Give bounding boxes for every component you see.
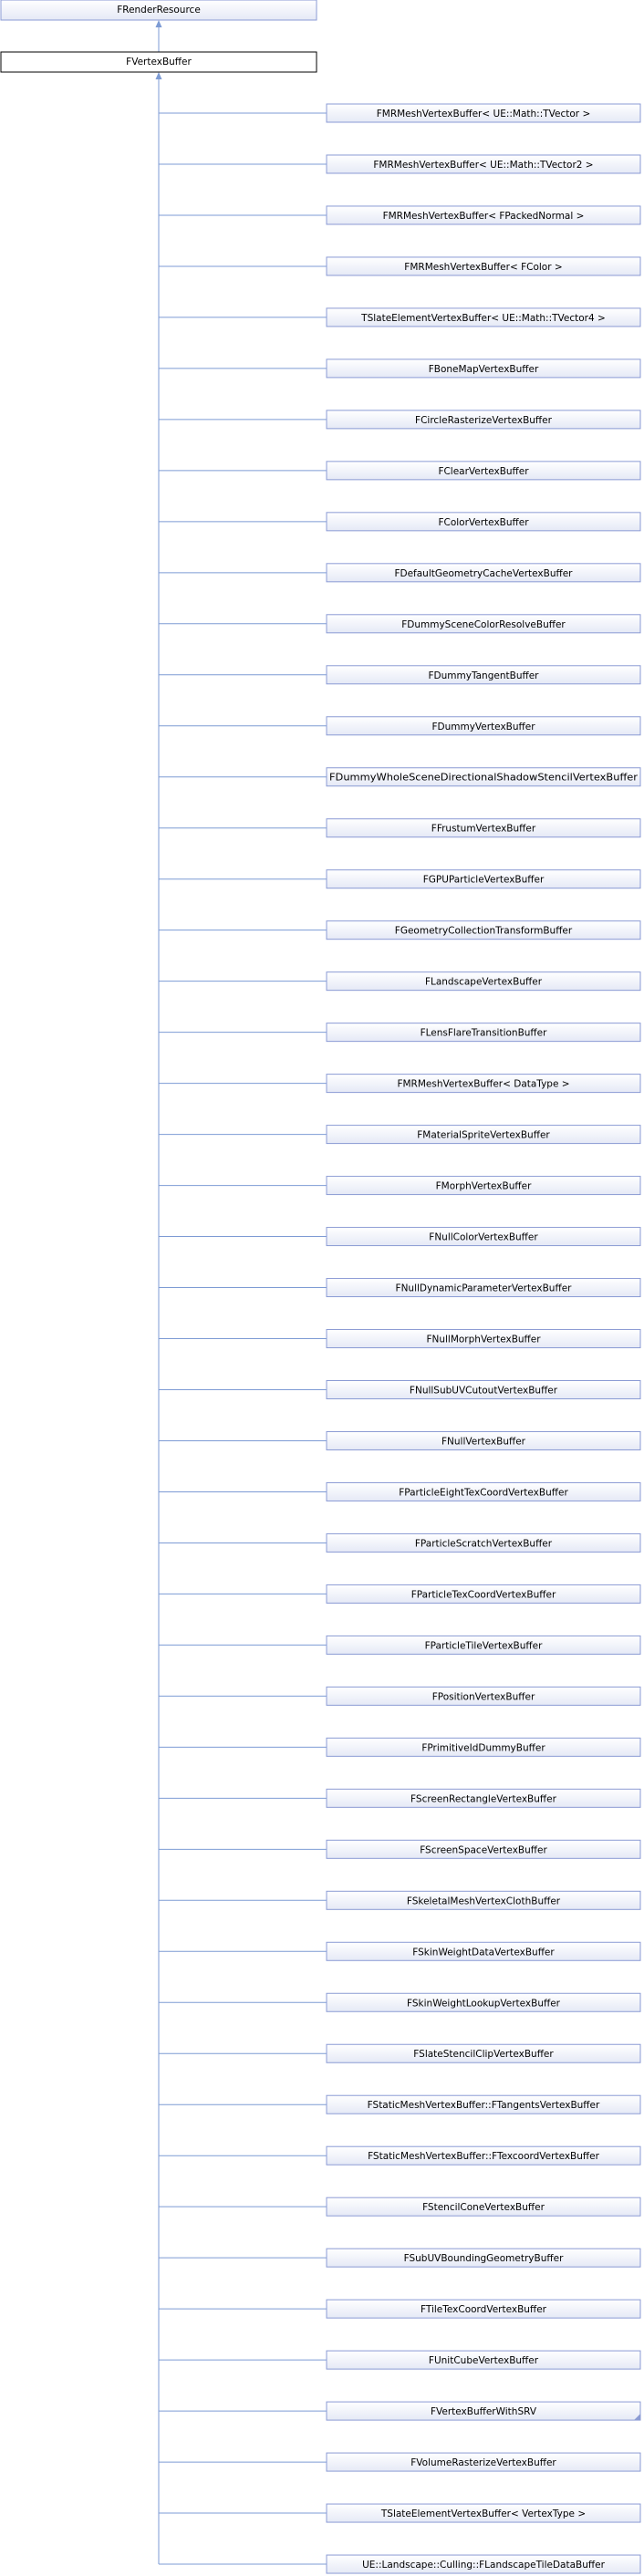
- class-node-fstaticmeshvertexbuffer-ftangentsvertexbuffer[interactable]: [327, 2095, 640, 2114]
- class-node-fpositionvertexbuffer[interactable]: [327, 1687, 640, 1705]
- arrow-head-icon: [156, 20, 162, 27]
- class-node-label: FDummyWholeSceneDirectionalShadowStencilVertexBuffer: [329, 772, 639, 784]
- class-node-fnullcolorvertexbuffer[interactable]: [327, 1228, 640, 1246]
- class-node-label: TSlateElementVertexBuffer< VertexType >: [380, 2508, 587, 2520]
- class-node-fgpuparticlevertexbuffer[interactable]: [327, 870, 640, 888]
- class-node-label: FRenderResource: [117, 5, 201, 16]
- class-node-label: FSkinWeightLookupVertexBuffer: [407, 1998, 560, 2010]
- class-node-fsubuvboundinggeometrybuffer[interactable]: [327, 2249, 640, 2267]
- class-node-fskinweightdatavertexbuffer[interactable]: [327, 1942, 640, 1960]
- class-node-fprimitiveiddummybuffer[interactable]: [327, 1738, 640, 1756]
- class-node-fparticlescratchvertexbuffer[interactable]: [327, 1533, 640, 1552]
- class-node-fscreenspacevertexbuffer[interactable]: [327, 1840, 640, 1858]
- class-node-label: FLandscapeVertexBuffer: [424, 976, 543, 988]
- class-node-label: FParticleTileVertexBuffer: [424, 1640, 543, 1652]
- class-node-label: FTileTexCoordVertexBuffer: [421, 2304, 546, 2316]
- class-node-label: FScreenSpaceVertexBuffer: [420, 1844, 547, 1856]
- class-node-fparticletilevertexbuffer[interactable]: [327, 1636, 640, 1654]
- class-node-label: FMRMeshVertexBuffer< UE::Math::TVector >: [376, 109, 591, 119]
- class-node-fmrmeshvertexbuffer-datatype[interactable]: [327, 1075, 640, 1093]
- class-node-label: FStaticMeshVertexBuffer::FTangentsVertexBuffer: [367, 2100, 600, 2112]
- class-node-fparticletexcoordvertexbuffer[interactable]: [327, 1584, 640, 1603]
- class-node-fmrmeshvertexbuffer-fpackednormal[interactable]: [327, 206, 640, 224]
- class-node-label: FScreenRectangleVertexBuffer: [410, 1793, 556, 1805]
- class-node-ftiletexcoordvertexbuffer[interactable]: [327, 2300, 640, 2318]
- class-node-fvolumerasterizevertexbuffer[interactable]: [327, 2453, 640, 2471]
- class-node-label: FParticleTexCoordVertexBuffer: [410, 1589, 556, 1601]
- class-node-fgeometrycollectiontransformbuffer[interactable]: [327, 921, 640, 940]
- class-node-label: FDummyTangentBuffer: [428, 670, 539, 681]
- class-node-flandscapevertexbuffer[interactable]: [327, 972, 640, 991]
- class-node-label: FMorphVertexBuffer: [435, 1180, 532, 1192]
- class-node-ffrustumvertexbuffer[interactable]: [327, 819, 640, 837]
- class-node-label: FGeometryCollectionTransformBuffer: [394, 925, 573, 937]
- class-node-funitcubevertexbuffer[interactable]: [327, 2351, 640, 2369]
- class-node-fvertexbuffer: [1, 52, 317, 72]
- class-node-fdummywholescenedirectionalshadowstencilvertexbuffer[interactable]: [327, 768, 640, 786]
- class-node-fdummytangentbuffer[interactable]: [327, 666, 640, 684]
- class-node-label: FDefaultGeometryCacheVertexBuffer: [394, 567, 573, 579]
- class-node-label: FParticleEightTexCoordVertexBuffer: [399, 1487, 568, 1499]
- class-node-label: FColorVertexBuffer: [438, 516, 529, 528]
- class-node-fskinweightlookupvertexbuffer[interactable]: [327, 1993, 640, 2011]
- class-node-label: TSlateElementVertexBuffer< UE::Math::TVector4 >: [361, 312, 606, 324]
- class-node-label: FStencilConeVertexBuffer: [422, 2202, 545, 2214]
- class-node-label: FNullSubUVCutoutVertexBuffer: [409, 1385, 558, 1397]
- class-nodes: [1, 0, 640, 2573]
- class-node-label: FSlateStencilClipVertexBuffer: [413, 2049, 554, 2061]
- class-node-label: FFrustumVertexBuffer: [431, 823, 536, 835]
- class-node-fstencilconevertexbuffer[interactable]: [327, 2197, 640, 2216]
- class-node-fclearvertexbuffer[interactable]: [327, 462, 640, 480]
- class-node-label: FNullVertexBuffer: [441, 1436, 526, 1448]
- class-node-label: FMRMeshVertexBuffer< FPackedNormal >: [382, 210, 585, 222]
- class-node-label: FMRMeshVertexBuffer< UE::Math::TVector2 >: [373, 159, 594, 171]
- class-node-label: FStaticMeshVertexBuffer::FTexcoordVertexBuffer: [368, 2151, 599, 2163]
- class-node-fparticleeighttexcoordvertexbuffer[interactable]: [327, 1482, 640, 1501]
- class-node-fnulldynamicparametervertexbuffer[interactable]: [327, 1279, 640, 1297]
- class-node-label: FMRMeshVertexBuffer< FColor >: [404, 261, 563, 273]
- class-node-fscreenrectanglevertexbuffer[interactable]: [327, 1789, 640, 1807]
- class-node-fstaticmeshvertexbuffer-ftexcoordvertexbuffer[interactable]: [327, 2146, 640, 2165]
- class-node-label: FSubUVBoundingGeometryBuffer: [403, 2253, 564, 2265]
- class-node-tslateelementvertexbuffer-ue-math-tvector4[interactable]: [327, 308, 640, 327]
- class-node-fnullsubuvcutoutvertexbuffer[interactable]: [327, 1381, 640, 1399]
- class-node-label: FVertexBufferWithSRV: [430, 2406, 537, 2418]
- class-node-label: FNullDynamicParameterVertexBuffer: [395, 1283, 572, 1294]
- class-node-fmorphvertexbuffer[interactable]: [327, 1177, 640, 1195]
- class-node-label: FGPUParticleVertexBuffer: [422, 874, 545, 886]
- class-node-label: FSkinWeightDataVertexBuffer: [412, 1947, 555, 1958]
- class-node-ue-landscape-culling-flandscapetiledatabuffer[interactable]: [327, 2555, 640, 2573]
- class-node-label: FSkeletalMeshVertexClothBuffer: [406, 1896, 561, 1907]
- class-node-fskeletalmeshvertexclothbuffer[interactable]: [327, 1891, 640, 1909]
- class-node-label: FNullMorphVertexBuffer: [426, 1334, 541, 1345]
- class-node-label: FVolumeRasterizeVertexBuffer: [410, 2457, 556, 2469]
- class-node-label: FBoneMapVertexBuffer: [428, 363, 539, 375]
- class-node-fbonemapvertexbuffer[interactable]: [327, 359, 640, 378]
- class-node-fnullvertexbuffer[interactable]: [327, 1431, 640, 1449]
- class-node-label: FDummySceneColorResolveBuffer: [401, 618, 566, 630]
- class-node-fcolorvertexbuffer[interactable]: [327, 513, 640, 531]
- class-node-label: FNullColorVertexBuffer: [429, 1231, 538, 1243]
- class-node-label: FLensFlareTransitionBuffer: [420, 1027, 547, 1039]
- class-node-label: FMaterialSpriteVertexBuffer: [417, 1129, 550, 1141]
- class-node-fslatestencilclipvertexbuffer[interactable]: [327, 2044, 640, 2062]
- class-node-label: FMRMeshVertexBuffer< DataType >: [397, 1078, 570, 1090]
- class-node-flensflaretransitionbuffer[interactable]: [327, 1023, 640, 1042]
- class-node-fdummyscenecolorresolvebuffer[interactable]: [327, 615, 640, 633]
- class-node-label: UE::Landscape::Culling::FLandscapeTileDataBuffer: [362, 2560, 605, 2571]
- class-node-label: FClearVertexBuffer: [438, 465, 529, 477]
- class-node-fmrmeshvertexbuffer-ue-math-tvector[interactable]: [327, 104, 640, 122]
- class-node-fcirclerasterizevertexbuffer[interactable]: [327, 410, 640, 429]
- class-node-label: FDummyVertexBuffer: [431, 721, 535, 732]
- class-node-label: FPositionVertexBuffer: [431, 1691, 535, 1703]
- inheritance-edges: [156, 20, 327, 2564]
- class-node-label: FCircleRasterizeVertexBuffer: [415, 414, 552, 426]
- class-node-tslateelementvertexbuffer-vertextype[interactable]: [327, 2504, 640, 2522]
- class-node-fdefaultgeometrycachevertexbuffer[interactable]: [327, 564, 640, 582]
- class-node-fvertexbufferwithsrv[interactable]: [327, 2402, 640, 2420]
- class-node-label: FPrimitiveIdDummyBuffer: [421, 1742, 545, 1754]
- class-node-fmaterialspritevertexbuffer[interactable]: [327, 1126, 640, 1144]
- class-node-fmrmeshvertexbuffer-fcolor[interactable]: [327, 257, 640, 275]
- class-node-label: FUnitCubeVertexBuffer: [428, 2355, 539, 2367]
- class-node-fnullmorphvertexbuffer[interactable]: [327, 1330, 640, 1348]
- class-node-frenderresource[interactable]: [1, 0, 317, 20]
- class-node-fdummyvertexbuffer[interactable]: [327, 717, 640, 735]
- class-node-fmrmeshvertexbuffer-ue-math-tvector2[interactable]: [327, 155, 640, 173]
- class-node-label: FVertexBuffer: [126, 57, 192, 68]
- class-node-label: FParticleScratchVertexBuffer: [414, 1538, 553, 1550]
- arrow-head-icon: [156, 72, 162, 79]
